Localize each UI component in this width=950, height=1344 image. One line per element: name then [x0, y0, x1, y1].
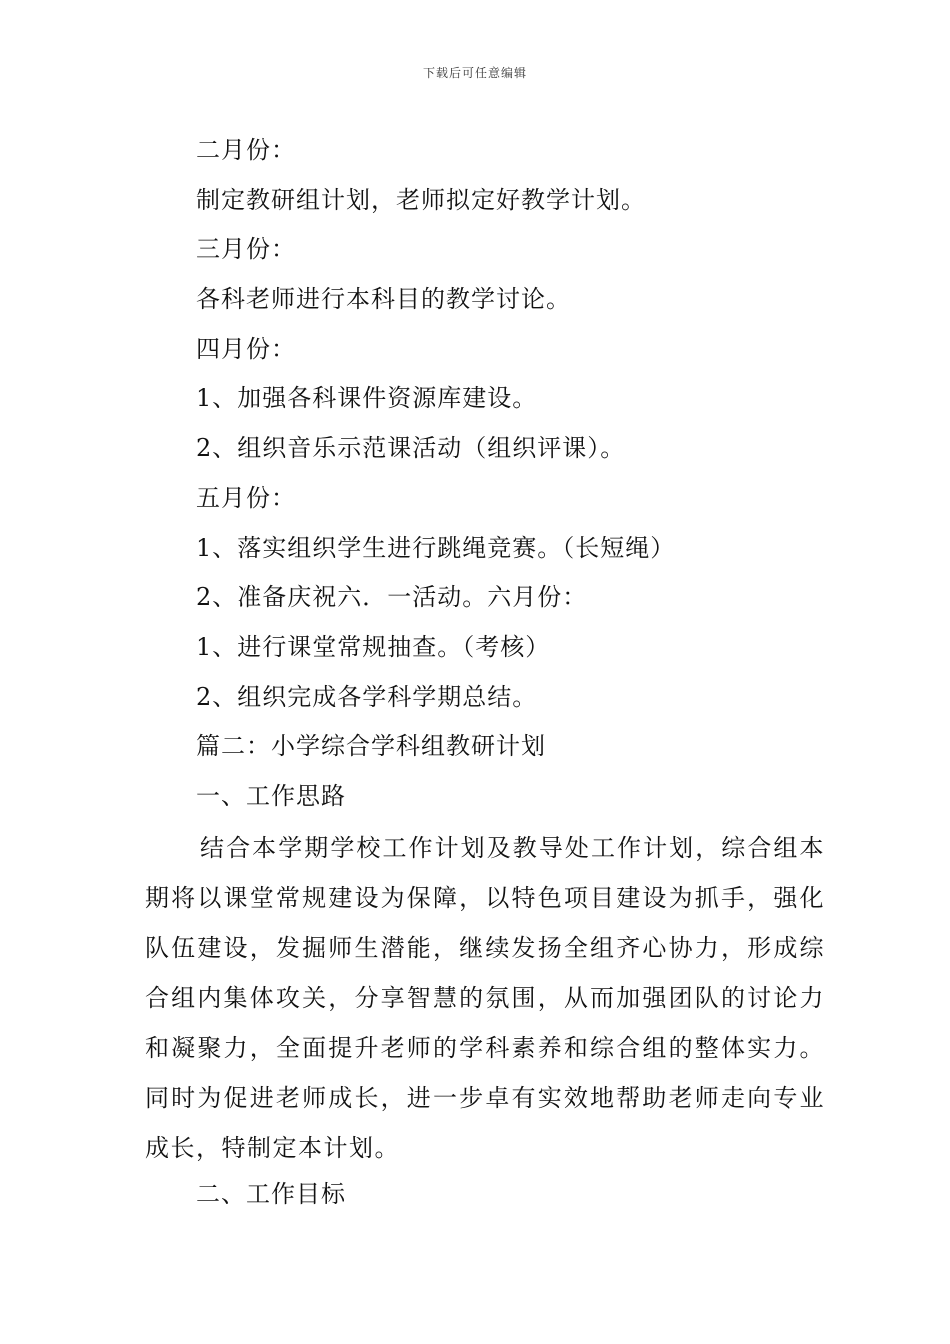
text-line-apr-item-2: 2、组织音乐示范课活动（组织评课）。	[196, 434, 626, 462]
section-heading-work-goals: 二、工作目标	[196, 1180, 346, 1208]
text-line-mar: 三月份：	[196, 235, 296, 263]
work-ideas-paragraph: 结合本学期学校工作计划及教导处工作计划，综合组本期将以课堂常规建设为保障，以特色项目建设为抓手，强化队伍建设，发掘师生潜能，继续发扬全组齐心协力，形成综合组内集体攻关，分享智慧的氛围，从而加强团队的讨论力和凝聚力，全面提升老师的学科素养和综合组的整体实力。同时为促进老师成长，进一步卓有实效地帮助老师走向专业成长，特制定本计划。	[145, 834, 825, 1162]
text-line-may: 五月份：	[196, 484, 296, 512]
text-line-feb: 二月份：	[196, 136, 296, 164]
section-heading-work-ideas: 一、工作思路	[196, 782, 346, 810]
page-header-note: 下载后可任意编辑	[422, 66, 527, 80]
text-line-jun-item-2: 2、组织完成各学科学期总结。	[196, 683, 538, 711]
section-title-part-two: 篇二：小学综合学科组教研计划	[196, 732, 546, 760]
text-line-feb-plan: 制定教研组计划，老师拟定好教学计划。	[196, 186, 646, 214]
text-line-may-item-1: 1、落实组织学生进行跳绳竞赛。（长短绳）	[196, 534, 676, 562]
text-line-apr: 四月份：	[196, 335, 296, 363]
text-line-jun-item-1: 1、进行课堂常规抽查。（考核）	[196, 633, 551, 661]
text-line-mar-plan: 各科老师进行本科目的教学讨论。	[196, 285, 571, 313]
text-line-may-item-2: 2、准备庆祝六．一活动。六月份：	[196, 583, 588, 611]
text-line-apr-item-1: 1、加强各科课件资源库建设。	[196, 384, 538, 412]
